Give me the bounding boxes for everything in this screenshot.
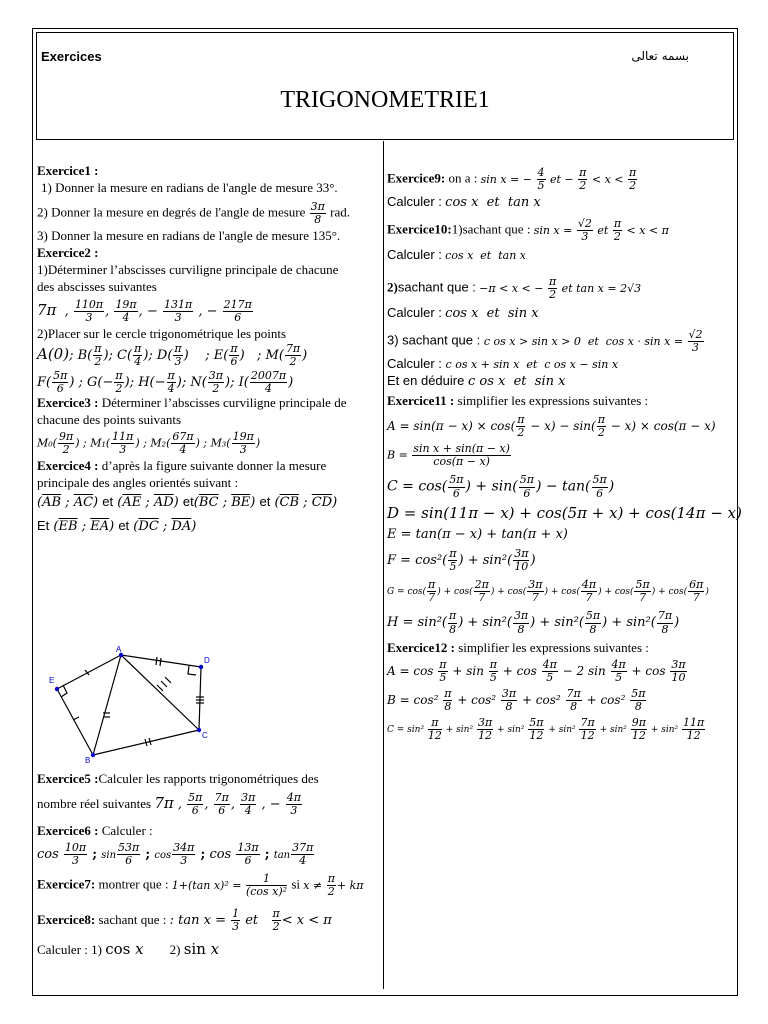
right-column — [387, 166, 742, 742]
ex2-abscisses: 7π , $\frac{110\pi}{3}$ , $\frac{19\pi}{4}$ , − $\frac{131\pi}{3}$ , − $\frac{217\pi}{6}$ — [37, 297, 252, 324]
ex7-si: si — [291, 876, 301, 892]
ex8-condition: : tan x = $\frac{1}{3}$ et $\frac{\pi}{2}$ < x < π — [169, 907, 332, 934]
ex12-C: C = sin² $\frac{\pi}{12}$ + sin² $\frac{3\pi}{12}$ + sin² $\frac{5\pi}{12}$ + sin² $\frac{7\pi}{12}$ + sin² $\frac{9\pi}{12}$ + sin² $\frac{11\pi}{12}$ — [387, 715, 705, 742]
ex3-line1: Déterminer l’abscisses curviligne principale de — [101, 394, 347, 410]
ex11-title: Exercice11 : — [387, 393, 455, 409]
ex6-line1: Calculer : — [101, 823, 153, 839]
ex7-formula: 1+(tan x)² = $\frac{1}{\text{(cos x)²}}$ — [171, 872, 288, 899]
ex2-title: Exercice2 : — [37, 244, 99, 260]
ex5-line2: nombre réel suivantes — [37, 795, 152, 811]
ex1-title: Exercice1 : — [37, 163, 99, 178]
ex1-line1: 1) Donner la mesure en radians de l'angle de mesure 33°. — [41, 179, 338, 195]
ex10-condition1: sin x = $\frac{√2}{3}$ et $\frac{\pi}{2}$ < x < π — [533, 217, 669, 244]
ex10-deduce-targets: c os x et sin x — [467, 374, 566, 390]
ex7-title: Exercice7: — [37, 876, 96, 892]
ex6-expressions: cos $\frac{10\pi}{3}$ ; sin $\frac{53\pi}{6}$ ; cos $\frac{34\pi}{3}$ ; cos $\frac{13\pi}{6}$ ; tan $\frac{37\pi}{4}$ — [37, 840, 314, 868]
ex9-calc: Calculer : — [387, 194, 442, 210]
ex11-H: H = sin²( $\frac{\pi}{8}$ ) + sin²( $\frac{3\pi}{8}$ ) + sin²( $\frac{5\pi}{8}$ ) + sin²( $\frac{7\pi}{8}$ ) — [387, 609, 680, 636]
column-divider — [383, 141, 384, 989]
ex10-part3: 3) sachant que : — [387, 332, 481, 348]
ex2-points-row1: A(0); B( $\frac{\pi}{2}$ ); C( $\frac{\pi}{4}$ ); D( $\frac{\pi}{3}$ ) ; E( $\frac{\pi}{6}$ ) ; M( $\frac{7\pi}{2}$ ) — [37, 341, 308, 368]
ex3-title: Exercice3 : — [37, 394, 99, 410]
ex8-sin: sin x — [183, 939, 220, 958]
header-right-label: بسمه تعالى — [631, 49, 689, 63]
ex12-line1: simplifier les expressions suivantes : — [458, 639, 649, 655]
ex11-C: C = cos( $\frac{5\pi}{6}$ ) + sin( $\frac{5\pi}{6}$ ) − tan( $\frac{5\pi}{6}$ ) — [387, 473, 615, 500]
ex2-line1: 1)Déterminer l’abscisses curviligne principale de chacune — [37, 261, 339, 277]
ex11-D: D = sin(11π − x) + cos(5π + x) + cos(14π − x) — [387, 503, 742, 522]
ex12-A: A = cos $\frac{\pi}{5}$ + sin $\frac{\pi}{5}$ + cos $\frac{4\pi}{5}$ − 2 sin $\frac{4\pi}{5}$ + cos $\frac{3\pi}{10}$ — [387, 657, 686, 684]
ex4-angles-row2: Et ($\overline{EB}$ ; $\overline{EA}$) et ($\overline{DC}$ ; $\overline{DA}$) — [37, 517, 197, 534]
ex8-cos: cos x — [105, 939, 144, 958]
ex4-line2: principale des angles orientés suivant : — [37, 474, 239, 490]
label-D: D — [204, 656, 210, 665]
ex4-line1: d’après la figure suivante donner la mesure — [101, 457, 327, 473]
ex8-line1: sachant que : — [98, 912, 167, 928]
ex9-line1: on a : — [448, 170, 478, 186]
ex10-title: Exercice10: — [387, 221, 452, 237]
ex8-calc: Calculer : 1) — [37, 941, 102, 957]
worksheet — [32, 28, 742, 996]
ex12-title: Exercice12 : — [387, 639, 455, 655]
header-left-label: Exercices — [41, 49, 102, 64]
ex3-points: M₀( $\frac{9\pi}{2}$ ) ; M₁( $\frac{11\pi}{3}$ ) ; M₂( $\frac{67\pi}{4}$ ) ; M₃( $\frac{19\pi}{3}$ ) — [37, 429, 261, 456]
quadrilateral-figure — [49, 645, 229, 765]
ex10-targets2: cos x et sin x — [445, 306, 539, 322]
ex10-condition3: c os x > sin x > 0 et cos x · sin x = $\frac{√2}{3}$ — [483, 328, 703, 355]
ex1-line2b: rad. — [330, 204, 350, 220]
ex10-calc2: Calculer : — [387, 305, 442, 321]
ex1-line3: 3) Donner la mesure en radians de l'angle de mesure 135°. — [37, 227, 341, 243]
label-E: E — [49, 676, 55, 685]
header-box — [36, 32, 734, 140]
ex11-line1: simplifier les expressions suivantes : — [457, 393, 649, 409]
ex1-line2a: 2) Donner la mesure en degrés de l'angle de mesure — [37, 204, 306, 220]
ex10-calc1: Calculer : — [387, 247, 442, 263]
ex2-line3: 2)Placer sur le cercle trigonométrique les points — [37, 325, 287, 341]
ex11-E: E = tan(π − x) + tan(π + x) — [387, 527, 568, 543]
label-B: B — [85, 756, 91, 765]
ex10-calc3: Calculer : — [387, 356, 442, 372]
ex5-values: 7π , $\frac{5\pi}{6}$ , $\frac{7\pi}{6}$ , $\frac{3\pi}{4}$ , − $\frac{4\pi}{3}$ — [154, 790, 302, 817]
ex11-G: G = cos( $\frac{\pi}{7}$ ) + cos( $\frac{2\pi}{7}$ ) + cos( $\frac{3\pi}{7}$ ) + cos( $\frac{4\pi}{7}$ ) + cos( $\frac{5\pi}{7}$ ) + cos( $\frac{6\pi}{7}$ ) — [387, 578, 709, 605]
page-title: TRIGONOMETRIE1 — [280, 87, 490, 113]
ex8-two: 2) — [169, 941, 181, 957]
fraction-3pi-8: $\frac{3\pi}{8}$ — [310, 199, 325, 226]
ex12-B: B = cos² $\frac{\pi}{8}$ + cos² $\frac{3\pi}{8}$ + cos² $\frac{7\pi}{8}$ + cos² $\frac{5\pi}{8}$ — [387, 686, 646, 713]
ex9-targets: cos x et tan x — [445, 195, 541, 211]
ex4-title: Exercice4 : — [37, 457, 99, 473]
ex8-title: Exercice8: — [37, 912, 96, 928]
ex5-title: Exercice5 : — [37, 771, 99, 786]
ex9-title: Exercice9: — [387, 170, 446, 186]
ex11-B: B = $\frac{\text{sin x + sin(π − x)}}{\cos(\pi - x)}$ — [387, 442, 510, 469]
ex6-title: Exercice6 : — [37, 823, 99, 839]
ex11-F: F = cos²( $\frac{\pi}{5}$ ) + sin²( $\frac{3\pi}{10}$ ) — [387, 547, 536, 574]
ex9-condition: sin x = − $\frac{4}{5}$ et − $\frac{\pi}{2}$ < x < $\frac{\pi}{2}$ — [480, 166, 637, 193]
left-column: Exercice1 : 1) Donner la mesure en radians de l'angle de mesure 33°. 2) Donner la mesure en degrés de l'angle de mesure $\frac{3\pi}{8}$ rad. 3) Donner la mesure en radians de l'angle de mesure 135°. Exercice2 : 1)Déterminer l’abscisses curviligne principale de chacune des abscisses suivantes 7π , $\frac{110\pi}{3}$ , $\frac{19\pi}{4}$ , − $\frac{131\pi}{3}$ , − $\frac{217\pi}{6}$ 2)Placer sur le cercle trigonométrique les points A(0); B( $\frac{\pi}{2}$ ); C( $\frac{\pi}{4}$ ); D( $\frac{\pi}{3}$ ) ; E( $\frac{\pi}{6}$ ) ; M( $\frac{7\pi}{2}$ ) F( $\frac{5\pi}{6}$ ) ; G(− $\frac{\pi}{2}$ ); H(− $\frac{\pi}{4}$ ); N( $\frac{3\pi}{2}$ ); I( $\frac{2007\pi}{4}$ ) Exercice3 : Déterminer l’abscisses curviligne principale de chacune des points suivants M₀( $\frac{9\pi}{2}$ ) ; M₁( $\frac{11\pi}{3}$ ) ; M₂( $\frac{67\pi}{4}$ ) ; M₃( $\frac{19\pi}{3}$ ) Exercice4 : d’après la figure suivante donner la mesure principale des angles orientés suivant : ($\overline{AB}$ ; $\overline{AC}$) et ($\overline{AE}$ ; $\overline{AD}$) $et(\overline{BC}$ ; $\overline{BE}$) et ($\overline{CB}$ ; $\overline{CD}$) Et ($\overline{EB}$ ; $\overline{EA}$) et ($\overline{DC}$ ; $\overline{DA}$) A D C B E Exercice5 :Calculer les rapports trigonométriques des nombre réel suivantes 7π , $\frac{5\pi}{6}$ , $\frac{7\pi}{6}$ , $\frac{3\pi}{4}$ , − $\frac{4\pi}{3}$ Exercice6 : Calculer : cos $\frac{10\pi}{3}$ ; sin $\frac{53\pi}{6}$ ; cos $\frac{34\pi}{3}$ ; cos $\frac{13\pi}{6}$ ; tan $\frac{37\pi}{4}$ Exercice7: montrer que : 1+(tan x)² = $\frac{1}{\text{(cos x)²}}$ si x ≠ $\frac{\pi}{2}$ + kπ Exercice8: sachant que : : tan x = $\frac{1}{3}$ et $\frac{\pi}{2}$ < x < π Calculer : 1) cos x 2) sin x — [37, 163, 381, 536]
ex3-line2: chacune des points suivants — [37, 411, 182, 427]
ex2-line2: des abscisses suivantes — [37, 278, 157, 294]
ex10-deduce: Et en déduire — [387, 373, 465, 389]
label-A: A — [116, 645, 122, 654]
ex10-condition2: −π < x < − $\frac{\pi}{2}$ et tan x = 2√3 — [479, 275, 642, 302]
ex2-points-row2: F( $\frac{5\pi}{6}$ ) ; G(− $\frac{\pi}{2}$ ); H(− $\frac{\pi}{4}$ ); N( $\frac{3\pi}{2}$ ); I( $\frac{2007\pi}{4}$ ) — [37, 368, 294, 395]
ex10-targets3: c os x + sin x et c os x − sin x — [445, 358, 619, 372]
ex10-targets1: cos x et tan x — [445, 249, 526, 263]
ex11-A: A = sin(π − x) × cos( $\frac{\pi}{2}$ − x) − sin( $\frac{\pi}{2}$ − x) × cos(π − x) — [387, 413, 716, 440]
ex10-part2: 2) — [387, 279, 398, 295]
ex7-line1: montrer que : — [98, 876, 169, 892]
ex4-angles-row1: ($\overline{AB}$ ; $\overline{AC}$) et ($\overline{AE}$ ; $\overline{AD}$) $et(\overline{BC}$ ; $\overline{BE}$) et ($\overline{CB}$ ; $\overline{CD}$) — [37, 493, 338, 510]
label-C: C — [202, 731, 208, 740]
ex10-part2-label: sachant que : — [397, 279, 476, 295]
ex5-line1: Calculer les rapports trigonométriques des — [98, 771, 319, 786]
ex10-line1: 1)sachant que : — [451, 221, 531, 237]
